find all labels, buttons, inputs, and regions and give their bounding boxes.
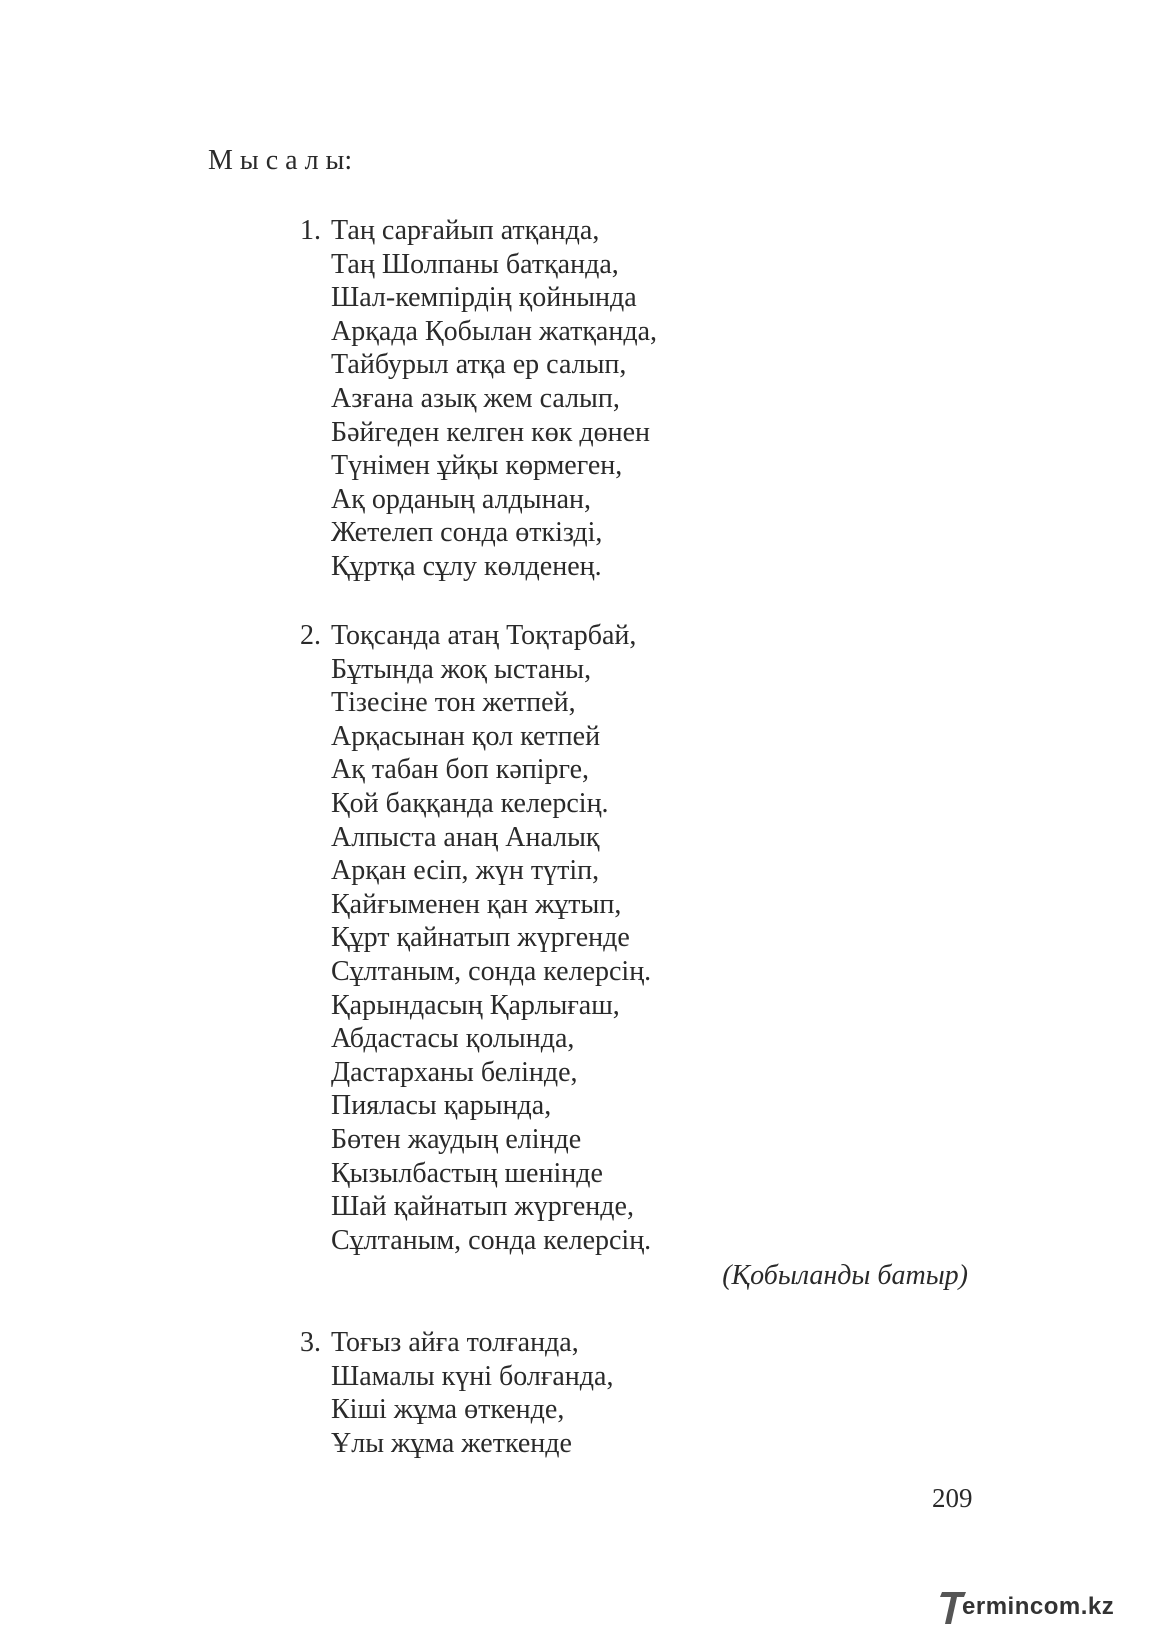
poem-line: Арқасынан қол кетпей — [331, 720, 601, 752]
poem-line: Дастарханы белінде, — [331, 1056, 578, 1088]
poem-line: Бәйгеден келген көк дөнен — [331, 416, 651, 448]
examples-heading: М ы с а л ы: — [208, 145, 353, 176]
poem-2 — [300, 619, 651, 1257]
poem-1 — [300, 214, 657, 584]
poem-number: 3. — [300, 1327, 321, 1358]
watermark-text: ermincom.kz — [962, 1593, 1115, 1620]
poem-line: Жетелеп сонда өткізді, — [331, 517, 603, 549]
poem-line: Пияласы қарында, — [331, 1090, 552, 1122]
poem-line: Тайбурыл атқа ер салып, — [331, 349, 627, 381]
poem-line: Ұлы жұма жеткенде — [331, 1427, 572, 1459]
poem-line: Сұлтаным, сонда келерсің. — [331, 955, 652, 987]
poem-line: Абдастасы қолында, — [331, 1023, 575, 1055]
poem-number: 1. — [300, 215, 321, 246]
poem-line: 2. Тоқсанда атаң Тоқтарбай, — [300, 620, 637, 651]
poem-3 — [300, 1326, 613, 1460]
poem-line: Ақ табан боп кәпірге, — [331, 754, 590, 786]
poem-line: 3. Тоғыз айға толғанда, — [300, 1327, 579, 1358]
poem-line: Қой баққанда келерсің. — [331, 787, 609, 819]
poem-number: 2. — [300, 620, 321, 651]
poem-line: Қайғыменен қан жұтып, — [331, 888, 622, 920]
poem-line: Сұлтаным, сонда келерсің. — [331, 1224, 652, 1256]
poem-line: Азғана азық жем салып, — [331, 382, 620, 414]
poem-line: Түнімен ұйқы көрмеген, — [331, 450, 623, 482]
termincom-watermark — [940, 1588, 1140, 1628]
poem-line: Таң Шолпаны батқанда, — [331, 248, 619, 280]
poem-line: Шамалы күні болғанда, — [331, 1360, 614, 1392]
poem-line: Алпыста анаң Аналық — [331, 821, 600, 853]
poem-line: Арқада Қобылан жатқанда, — [331, 315, 658, 347]
poem-line: 1. Таң сарғайып атқанда, — [300, 215, 600, 246]
page-number: 209 — [932, 1483, 973, 1513]
poem-line: Шай қайнатып жүргенде, — [331, 1191, 634, 1223]
poem-attribution: (Қобыланды батыр) — [722, 1260, 968, 1291]
poem-line: Қызылбастың шенінде — [331, 1157, 603, 1189]
poem-line: Құртқа сұлу көлденең. — [331, 550, 602, 582]
poem-line: Бөтен жаудың елінде — [331, 1123, 582, 1155]
poem-line: Бұтында жоқ ыстаны, — [331, 653, 592, 685]
poem-line: Құрт қайнатып жүргенде — [331, 922, 630, 954]
poem-line: Арқан есіп, жүн түтіп, — [331, 855, 600, 887]
poem-line: Кіші жұма өткенде, — [331, 1394, 565, 1426]
poem-line: Шал-кемпірдің қойнында — [331, 282, 637, 314]
poem-line: Ақ орданың алдынан, — [331, 483, 592, 515]
poem-line: Қарындасың Қарлығаш, — [331, 989, 620, 1021]
poem-line: Тізесіне тон жетпей, — [331, 687, 576, 719]
